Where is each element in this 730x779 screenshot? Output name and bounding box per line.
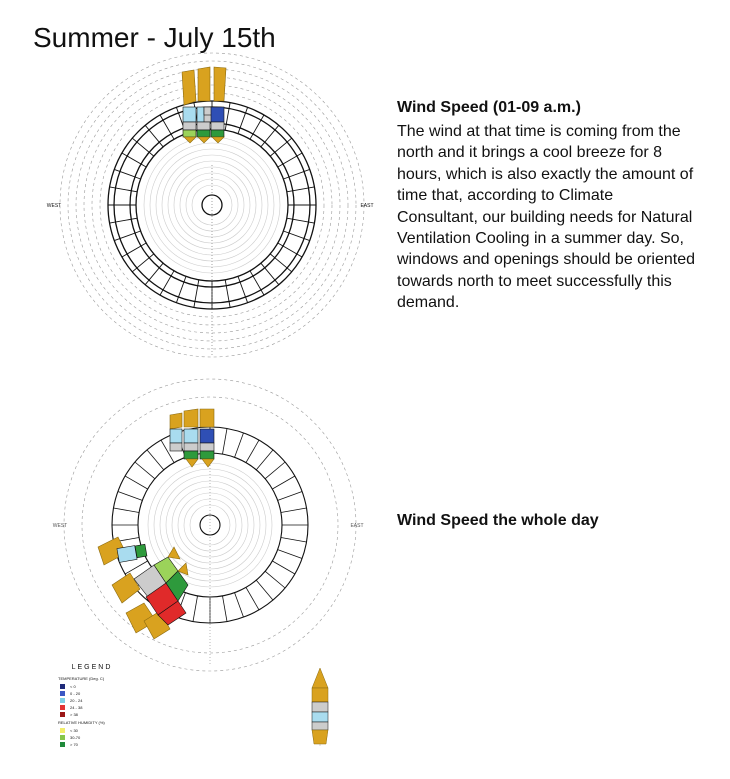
legend-rh-title: RELATIVE HUMIDITY (%) bbox=[58, 720, 105, 725]
wind-wheel-whole-day bbox=[53, 379, 364, 671]
legend-item-label: 20 - 24 bbox=[70, 698, 83, 703]
wheel-spoke bbox=[278, 550, 302, 559]
legend-item-label: > 70 bbox=[70, 742, 78, 747]
southwest-wind-bars bbox=[98, 537, 188, 639]
legend-title: LEGEND bbox=[71, 664, 113, 671]
wind-speed-key-icon bbox=[312, 668, 328, 746]
legend-item-label: < 30 bbox=[70, 728, 78, 733]
legend-swatch bbox=[60, 735, 65, 740]
wheel-spoke bbox=[265, 571, 285, 588]
wheel-spoke bbox=[278, 492, 302, 501]
legend-swatch bbox=[60, 691, 65, 696]
page-title: Summer - July 15th bbox=[33, 22, 276, 53]
east-label: EAST bbox=[360, 203, 374, 209]
east-label: EAST bbox=[350, 523, 364, 529]
wheel-spoke bbox=[272, 561, 295, 574]
wheel-spoke bbox=[110, 187, 138, 192]
legend-swatch bbox=[60, 728, 65, 733]
legend-swatch bbox=[60, 698, 65, 703]
wheel-spoke bbox=[145, 125, 163, 147]
wheel-spoke bbox=[235, 433, 244, 457]
wheel-spoke bbox=[135, 462, 155, 479]
wheel-spoke bbox=[132, 138, 154, 156]
wheel-spoke bbox=[246, 440, 259, 463]
wheel-spoke bbox=[246, 587, 259, 610]
wind-wheel-morning bbox=[47, 53, 374, 357]
wheel-spoke bbox=[281, 538, 307, 543]
wheel-spoke bbox=[147, 450, 164, 470]
wheel-spoke bbox=[287, 187, 315, 192]
west-label: WEST bbox=[46, 203, 62, 209]
wheel-spoke bbox=[287, 218, 315, 223]
wheel-spoke bbox=[223, 596, 228, 622]
wheel-spoke bbox=[256, 450, 273, 470]
legend-temp-title: TEMPERATURE (Deg. C) bbox=[58, 676, 105, 681]
legend-swatch bbox=[60, 712, 65, 717]
wheel-spoke bbox=[225, 280, 230, 308]
section2-heading: Wind Speed the whole day bbox=[397, 512, 599, 529]
legend-swatch bbox=[60, 705, 65, 710]
wheel-spoke bbox=[114, 508, 140, 513]
north-wind-bars bbox=[182, 67, 226, 143]
wheel-spoke bbox=[132, 254, 154, 272]
wheel-spoke bbox=[118, 492, 142, 501]
wheel-spoke bbox=[272, 476, 295, 489]
wheel-spoke bbox=[125, 476, 148, 489]
wheel-spoke bbox=[235, 593, 244, 617]
section1-heading: Wind Speed (01-09 a.m.) bbox=[397, 99, 581, 116]
wheel-spoke bbox=[145, 263, 163, 285]
north-wind-bars bbox=[170, 409, 214, 467]
wheel-spoke bbox=[223, 429, 228, 455]
wheel-spoke bbox=[110, 218, 138, 223]
wheel-spoke bbox=[270, 138, 292, 156]
legend-item-label: < 0 bbox=[70, 684, 76, 689]
wheel-spoke bbox=[261, 263, 279, 285]
legend-item-label: 0 - 20 bbox=[70, 691, 81, 696]
legend-swatch bbox=[60, 684, 65, 689]
west-label: WEST bbox=[52, 523, 68, 529]
legend-item-label: 30-70 bbox=[70, 735, 81, 740]
wheel-spoke bbox=[256, 580, 273, 600]
wheel-spoke bbox=[270, 254, 292, 272]
wheel-spoke bbox=[194, 280, 199, 308]
wheel-spoke bbox=[225, 103, 230, 131]
legend-item-label: 24 - 38 bbox=[70, 705, 83, 710]
wheel-spoke bbox=[281, 508, 307, 513]
wheel-spoke bbox=[193, 596, 198, 622]
legend bbox=[56, 660, 128, 747]
section1-body: The wind at that time is coming from the north and it brings a cool breeze for 8 hours, which is also exactly the amount of time that, according to Climate Consultant, our building needs for Natural Ventilation Cooling in a summer day. So, windows and openings should be oriented towards north to meet successfully this demand. bbox=[397, 123, 695, 312]
wheel-spoke bbox=[261, 125, 279, 147]
wheel-spoke bbox=[265, 462, 285, 479]
legend-item-label: > 38 bbox=[70, 712, 78, 717]
legend-swatch bbox=[60, 742, 65, 747]
